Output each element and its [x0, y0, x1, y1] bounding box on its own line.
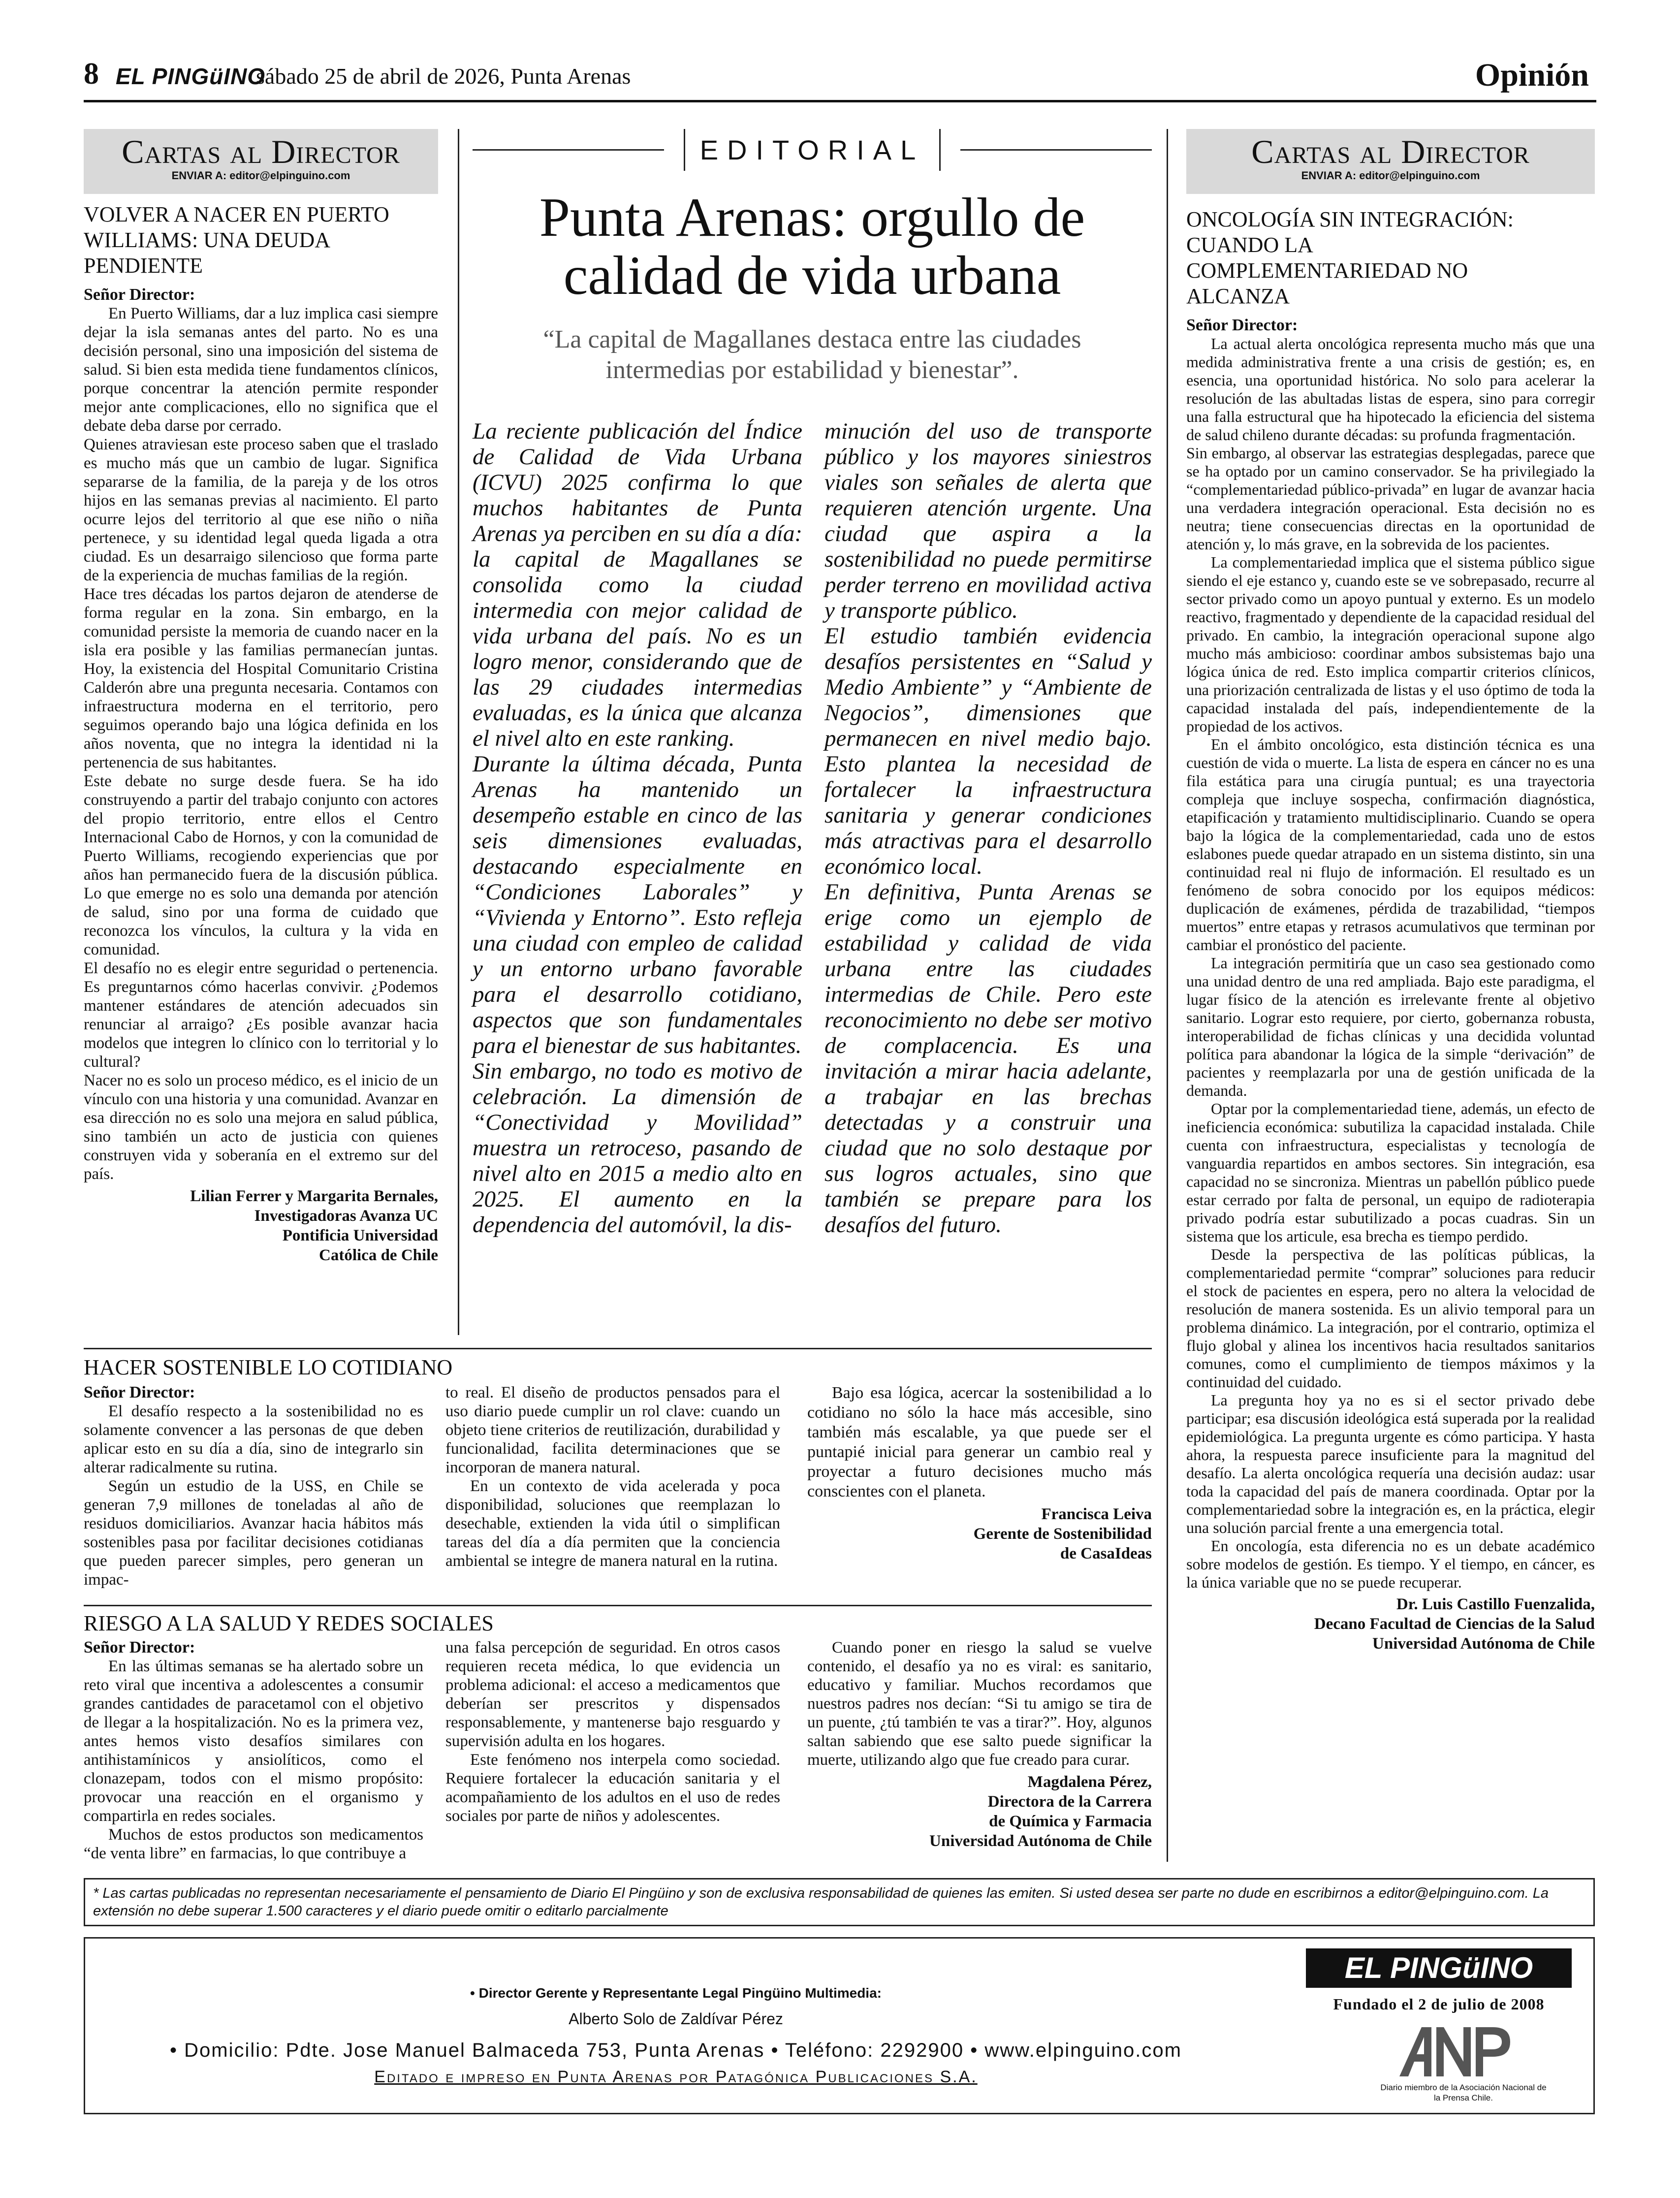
letter-paragraph: Cuando poner en riesgo la salud se vuelve contenido, el desafío ya no es viral: es sanitario, educativo y familiar. Muchos recordamos que nuestros padres nos decían: “Si tu amigo se tira de un puente, ¿tú también te vas a tirar?”. Hoy, algunos saltan sabiendo que ese salto puede significar la muerte, utilizando algo que fue creado para curar.	[807, 1639, 1152, 1769]
page-number: 8	[84, 57, 99, 91]
signature-line: Magdalena Pérez,	[1027, 1773, 1152, 1791]
letter-greeting: Señor Director:	[84, 1638, 195, 1656]
letter-riesgo-col1	[84, 1638, 423, 1863]
section-rule	[84, 1348, 1152, 1349]
editorial-paragraph: Sin embargo, no todo es motivo de celebración. La dimensión de “Conectividad y Movilidad” muestra un retroceso, pasando de nivel alto en 2015 a medio alto en 2025. El aumento en la dependencia del automóvil, la dis-	[473, 1058, 802, 1238]
letter-paragraph: La integración permitiría que un caso sea gestionado como una unidad dentro de una red ampliada. Bajo este paradigma, el lugar físico de la atención es irrelevante frente al objetivo sanitario. Lograr esto requiere, por cierto, gobernanza robusta, interoperabilidad de fichas clínicas y una decidida voluntad política para abandonar la lógica de la simple “derivación” de pacientes y reemplazarla por una de gestión unificada de la demanda.	[1186, 954, 1595, 1099]
letter-paragraph: Hace tres décadas los partos dejaron de atenderse de forma regular en la zona. Sin embargo, en la comunidad persiste la memoria de cuando nacer en la isla era posible y las familias permanecían juntas. Hoy, la existencia del Hospital Comunitario Cristina Calderón abre una pregunta necesaria. Contamos con infraestructura moderna en el territorio, pero seguimos operando bajo una lógica definida en los años noventa, que no integra la identidad ni la pertenencia de sus habitantes.	[84, 585, 438, 771]
letter-signature	[807, 1504, 1152, 1563]
imprint-director-label: • Director Gerente y Representante Legal Pingüino Multimedia:	[470, 1985, 882, 2001]
footer-founded: Fundado el 2 de julio de 2008	[1333, 1995, 1545, 2013]
editorial-label	[684, 129, 941, 171]
editorial-subtitle: “La capital de Magallanes destaca entre las ciudades intermedias por estabilidad y bienestar”.	[543, 325, 1081, 384]
signature-line: Dr. Luis Castillo Fuenzalida,	[1396, 1595, 1595, 1613]
letter-signature	[84, 1186, 438, 1265]
column-divider	[458, 129, 459, 1335]
letters-box-title: Cartas al Director	[1251, 133, 1530, 170]
letter-riesgo-col3	[807, 1638, 1152, 1851]
signature-line: Universidad Autónoma de Chile	[1372, 1635, 1595, 1653]
letter-paragraph: En las últimas semanas se ha alertado sobre un reto viral que incentiva a adolescentes a consumir grandes cantidades de paracetamol con el objetivo de llegar a la hospitalización. No es la primera vez, antes hemos visto desafíos similares con antihistamínicos y ansiolíticos, como el clonazepam, todos con el mismo propósito: provocar una reacción en el organismo y compartirla en redes sociales.	[84, 1657, 423, 1825]
letters-box-left	[84, 129, 438, 194]
editorial-title: Punta Arenas: orgullo de calidad de vida urbana	[539, 187, 1085, 306]
signature-line: de Química y Farmacia	[989, 1813, 1152, 1830]
signature-line: Investigadoras Avanza UC	[254, 1207, 438, 1225]
letter-paragraph: Optar por la complementariedad tiene, además, un efecto de ineficiencia económica: subutiliza la capacidad instalada. Chile cuenta con infraestructura, especialistas y tecnología de vanguardia repartidos en ambos sectores. Sin integración, esa capacidad no se sincroniza. Mientras un pabellón público puede estar cerrado por falta de personal, un equipo de radioterapia privado podría estar subutilizado a pocas cuadras. Sin un sistema que los articule, esa brecha es tiempo perdido.	[1186, 1100, 1595, 1245]
masthead-brand: EL PINGüINO	[116, 64, 266, 89]
anp-logo-icon	[1395, 2022, 1513, 2081]
column-divider	[1167, 129, 1168, 1862]
imprint-box	[84, 1937, 1595, 2114]
editorial-column-2	[824, 418, 1152, 1238]
signature-line: Pontificia Universidad	[282, 1227, 438, 1244]
letter-sostenible-col2	[445, 1383, 780, 1570]
letter-title: ONCOLOGÍA SIN INTEGRACIÓN: CUANDO LA COMPLEMENTARIEDAD NO ALCANZA	[1186, 207, 1514, 308]
letter-paragraph: La actual alerta oncológica representa mucho más que una medida administrativa frente a una crisis de gestión; es, en esencia, una oportunidad histórica. No solo para acelerar la resolución de las abultadas listas de espera, sino para corregir una falla estructural que ha hipotecado la eficiencia del sistema de salud chileno durante décadas: su profunda fragmentación.	[1186, 335, 1595, 444]
letter-sostenible	[84, 1355, 1152, 1380]
section-rule	[84, 1605, 1152, 1606]
letter-riesgo-col2	[445, 1638, 780, 1825]
editorial-label-rule	[960, 149, 1152, 151]
letter-paragraph: Desde la perspectiva de las políticas públicas, la complementariedad permite “comprar” soluciones para reducir el stock de pacientes en espera, pero no altera la velocidad de resolución de manera sostenida. Es un alivio temporal para un problema dinámico. La integración, por el contrario, optimiza el flujo global y alinea los incentivos hacia resultados sanitarios comunes, como el cumplimiento de tiempos máximos y la continuidad del cuidado.	[1186, 1245, 1595, 1391]
signature-line: Francisca Leiva	[1041, 1505, 1152, 1523]
editorial-label-rule	[473, 149, 664, 151]
anp-note: Diario miembro de la Asociación Nacional de la Prensa Chile.	[1380, 2083, 1547, 2102]
signature-line: Directora de la Carrera	[987, 1793, 1152, 1811]
letters-box-right	[1186, 129, 1595, 194]
letter-paragraph: to real. El diseño de productos pensados para el uso diario puede cumplir un rol clave: cuando un objeto tiene criterios de reutilización, durabilidad y funcionalidad, facilita determinaciones que se incorporan de manera natural.	[445, 1384, 780, 1476]
letter-paragraph: La complementariedad implica que el sistema público sigue siendo el eje estanco y, cuando este se ve sobrepasado, recurre al sector privado como un apoyo puntual y externo. Es un modelo reactivo, fragmentado y dependiente de la capacidad residual del privado. En cambio, la integración operacional supone algo mucho más ambicioso: coordinar ambos subsistemas bajo una lógica única de red. Esto implica compartir criterios clínicos, una priorización centralizada de listas y el uso óptimo de toda la capacidad instalada del país, independientemente de la propiedad de los activos.	[1186, 553, 1595, 735]
imprint-address: • Domicilio: Pdte. Jose Manuel Balmaceda 753, Punta Arenas • Teléfono: 2292900 • www.elpinguino.com	[170, 2039, 1182, 2061]
letters-box-email[interactable]: ENVIAR A: editor@elpinguino.com	[171, 169, 350, 182]
letter-paragraph: Este debate no surge desde fuera. Se ha ido construyendo a partir del trabajo conjunto con actores del propio territorio, entre ellos el Centro Internacional Cabo de Hornos, y con la comunidad de Puerto Williams, recogiendo experiencias que por años han permanecido fuera de la discusión pública. Lo que emerge no es solo una demanda por atención de salud, sino por una forma de cuidado que reconozca los vínculos, la cultura y la vida en comunidad.	[84, 772, 438, 958]
letter-paragraph: Bajo esa lógica, acercar la sostenibilidad a lo cotidiano no sólo la hace más accesible, sino también más escalable, ya que puede ser el puntapié inicial para generar un cambio real y proyectar a futuro decisiones mucho más conscientes con el planeta.	[807, 1384, 1152, 1500]
issue-date: sábado 25 de abril de 2026, Punta Arenas	[256, 64, 631, 89]
letter-title: VOLVER A NACER EN PUERTO WILLIAMS: UNA DEUDA PENDIENTE	[84, 202, 389, 278]
editorial-paragraph: El estudio también evidencia desafíos persistentes en “Salud y Medio Ambiente” y “Ambiente de Negocios”, dimensiones que permanecen en nivel medio bajo. Esto plantea la necesidad de fortalecer la infraestructura sanitaria y generar condiciones más atractivas para el desarrollo económico local.	[824, 623, 1152, 879]
letter-paragraph: Sin embargo, al observar las estrategias desplegadas, parece que se ha optado por un camino conservador. Se ha privilegiado la “complementariedad público-privada” en lugar de avanzar hacia una verdadera integración operacional. Esta decisión no es neutra; tiene consecuencias directas en la oportunidad de atención y, lo más grave, en la sobrevida de los pacientes.	[1186, 444, 1595, 553]
disclaimer-text: * Las cartas publicadas no representan necesariamente el pensamiento de Diario El Pingüino y son de exclusiva responsabilidad de quienes las emiten. Si usted desea ser parte no dude en escribirnos a editor@elpinguino.com. La extensión no debe superar 1.500 caracteres y el diario puede omitir o editarlo parcialmente	[93, 1885, 1549, 1919]
letter-paragraph: El desafío no es elegir entre seguridad o pertenencia. Es preguntarnos cómo hacerlas convivir. ¿Podemos mantener estándares de atención adecuados sin renunciar al arraigo? ¿Es posible avanzar hacia modelos que integren lo clínico con lo territorial y lo cultural?	[84, 959, 438, 1071]
letter-greeting: Señor Director:	[84, 1383, 195, 1402]
letter-paragraph: Muchos de estos productos son medicamentos “de venta libre” en farmacias, lo que contribuye a	[84, 1826, 423, 1862]
letter-signature	[807, 1772, 1152, 1851]
signature-line: Gerente de Sostenibilidad	[973, 1525, 1152, 1543]
editorial	[473, 129, 1152, 385]
imprint-director-name: Alberto Solo de Zaldívar Pérez	[569, 2010, 783, 2028]
letters-box-email[interactable]: ENVIAR A: editor@elpinguino.com	[1301, 169, 1480, 182]
letter-paragraph: En oncología, esta diferencia no es un debate académico sobre modelos de gestión. Es tiempo. Y el tiempo, en cáncer, es la única variable que no se puede recuperar.	[1186, 1537, 1595, 1591]
letter-paragraph: La pregunta hoy ya no es si el sector privado debe participar; esa discusión ideológica está superada por la realidad epidemiológica. La pregunta urgente es cómo participa. Y hasta ahora, la respuesta parece insuficiente para la magnitud del desafío. La alerta oncológica requería una decisión audaz: usar toda la capacidad del país de manera coordinada. Optar por la complementariedad sobre la integración es, en la práctica, elegir una solución parcial frente a una emergencia total.	[1186, 1391, 1595, 1536]
letter-paragraph: Nacer no es solo un proceso médico, es el inicio de un vínculo con una historia y una comunidad. Avanzar en esa dirección no es solo una mejora en salud pública, sino también un acto de justicia con quienes construyen vida y soberanía en el extremo sur del país.	[84, 1072, 438, 1183]
letter-sostenible-col1	[84, 1383, 423, 1589]
anp-logo	[1395, 2022, 1513, 2081]
letter-title: HACER SOSTENIBLE LO COTIDIANO	[84, 1355, 453, 1379]
letter-paragraph: una falsa percepción de seguridad. En otros casos requieren receta médica, lo que evidencia un problema adicional: el acceso a medicamentos que deberían ser prescritos y dispensados responsablemente, y mantenerse bajo resguardo y supervisión adulta en los hogares.	[445, 1639, 780, 1750]
signature-line: Universidad Autónoma de Chile	[929, 1832, 1152, 1850]
letter-greeting: Señor Director:	[1186, 316, 1298, 334]
editorial-paragraph: minución del uso de transporte público y los mayores siniestros viales son señales de alerta que requieren atención urgente. Una ciudad que aspira a la sostenibilidad no puede permitirse perder terreno en movilidad activa y transporte público.	[824, 418, 1152, 623]
header-rule	[84, 100, 1596, 102]
letter-paragraph: En Puerto Williams, dar a luz implica casi siempre dejar la isla semanas antes del parto. No es una decisión personal, sino una imposición del sistema de salud. Si bien esta medida tiene fundamentos clínicos, porque concentrar la atención permite responder mejor ante complicaciones, ello no significa que el debate deba darse por cerrado.	[84, 305, 438, 435]
signature-line: Decano Facultad de Ciencias de la Salud	[1314, 1615, 1595, 1633]
letter-paragraph: Este fenómeno nos interpela como sociedad. Requiere fortalecer la educación sanitaria y el acompañamiento de los adultos en el uso de redes sociales por parte de niños y adolescentes.	[445, 1751, 780, 1825]
editorial-label-row	[473, 129, 1152, 171]
footer-logo: EL PINGüINO	[1306, 1948, 1572, 1988]
signature-line: de CasaIdeas	[1060, 1545, 1152, 1562]
letter-paragraph: En el ámbito oncológico, esta distinción técnica es una cuestión de vida o muerte. La lista de espera en cáncer no es una fila estática para una cirugía puntual; es una trayectoria compleja que incluye sospecha, confirmación diagnóstica, etapificación y tratamiento multidisciplinario. Cuando se opera bajo la lógica de la complementariedad, cada uno de estos eslabones puede quedar atrapado en un sistema distinto, sin una continuidad real ni flujo de información. El resultado es un fenómeno de sobra conocido por los equipos médicos: duplicación de exámenes, pérdida de trazabilidad, “tiempos muertos” entre etapas y retrasos acumulativos que terminan por cambiar el pronóstico del paciente.	[1186, 735, 1595, 954]
letter-paragraph: Quienes atraviesan este proceso saben que el traslado es mucho más que un cambio de lugar. Significa separarse de la familia, de la pareja y de los otros hijos en las semanas previas al nacimiento. El parto ocurre lejos del territorio al que ese niño o niña pertenece, y su identidad legal queda ligada a otra ciudad. Es un desarraigo silencioso que forma parte de la experiencia de muchas familias de la región.	[84, 436, 438, 584]
letter-title: RIESGO A LA SALUD Y REDES SOCIALES	[84, 1611, 494, 1635]
letter-sostenible-col3	[807, 1383, 1152, 1563]
signature-line: Católica de Chile	[319, 1246, 438, 1264]
letter-oncologia	[1186, 207, 1595, 1654]
editorial-paragraph: La reciente publicación del Índice de Calidad de Vida Urbana (ICVU) 2025 confirma lo que muchos habitantes de Punta Arenas ya perciben en su día a día: la capital de Magallanes se consolida como la ciudad intermedia con mejor calidad de vida urbana del país. No es un logro menor, considerando que de las 29 ciudades intermedias evaluadas, es la única que alcanza el nivel alto en este ranking.	[473, 418, 802, 751]
editorial-column-1	[473, 418, 802, 1238]
letter-riesgo	[84, 1611, 1152, 1636]
disclaimer-box	[84, 1878, 1595, 1926]
letter-paragraph: En un contexto de vida acelerada y poca disponibilidad, soluciones que reemplazan lo desechable, extienden la vida útil o simplifican tareas del día a día permiten que la conciencia ambiental se integre de manera natural en la rutina.	[445, 1477, 780, 1570]
editorial-paragraph: Durante la última década, Punta Arenas ha mantenido un desempeño estable en cinco de las seis dimensiones evaluadas, destacando especialmente en “Condiciones Laborales” y “Vivienda y Entorno”. Esto refleja una ciudad con empleo de calidad y un entorno urbano favorable para el desarrollo cotidiano, aspectos que son fundamentales para el bienestar de sus habitantes.	[473, 751, 802, 1058]
letter-greeting: Señor Director:	[84, 286, 195, 304]
editorial-label-text: EDITORIAL	[699, 134, 925, 165]
imprint-printed-by: Editado e impreso en Punta Arenas por Patagónica Publicaciones S.A.	[374, 2068, 978, 2086]
letter-paragraph: Según un estudio de la USS, en Chile se generan 7,9 millones de toneladas al año de residuos domiciliarios. Avanzar hacia hábitos más sostenibles pasa por facilitar decisiones cotidianas que pueden parecer simples, pero generan un impac-	[84, 1477, 423, 1589]
editorial-paragraph: En definitiva, Punta Arenas se erige como un ejemplo de estabilidad y calidad de vida urbana entre las ciudades intermedias de Chile. Pero este reconocimiento no debe ser motivo de complacencia. Es una invitación a mirar hacia adelante, a trabajar en las brechas detectadas y a construir una ciudad que no solo destaque por sus logros actuales, sino que también se prepare para los desafíos del futuro.	[824, 879, 1152, 1238]
letters-box-title: Cartas al Director	[122, 133, 400, 170]
letter-volver-a-nacer	[84, 202, 438, 1265]
signature-line: Lilian Ferrer y Margarita Bernales,	[190, 1187, 438, 1205]
section-name: Opinión	[1475, 57, 1589, 93]
letter-signature	[1186, 1594, 1595, 1654]
letter-paragraph: El desafío respecto a la sostenibilidad no es solamente convencer a las personas de que deben aplicar esto en su día a día, sino de integrarlo sin alterar radicalmente su rutina.	[84, 1402, 423, 1476]
